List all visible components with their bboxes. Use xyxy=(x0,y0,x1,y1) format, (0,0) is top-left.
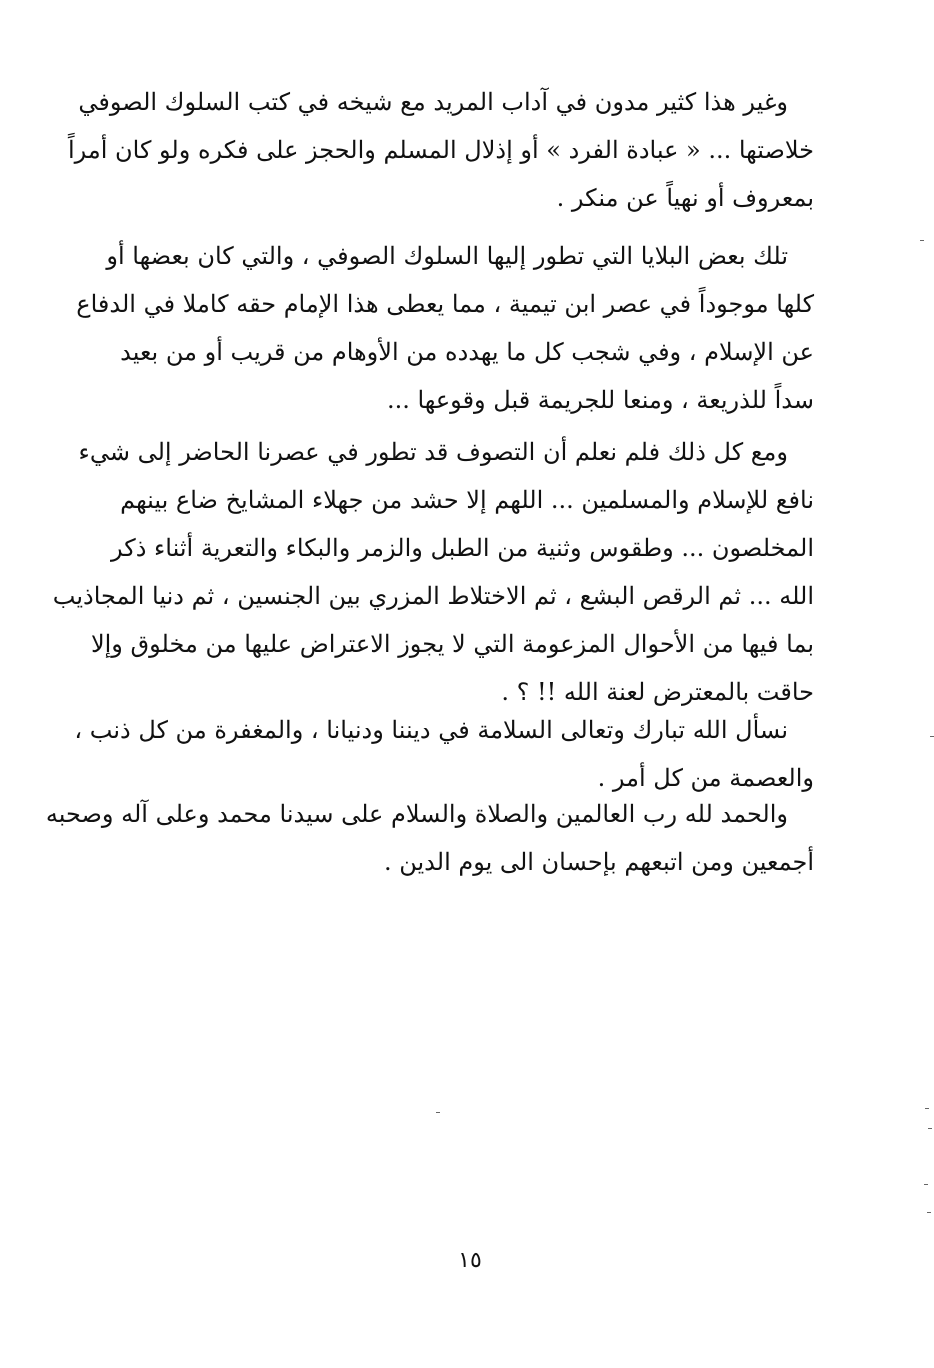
paragraph-1 xyxy=(67,78,814,222)
scan-mark xyxy=(928,1128,932,1129)
paragraph-line: والحمد لله رب العالمين والصلاة والسلام على سيدنا محمد وعلى آله وصحبه xyxy=(45,800,788,828)
paragraph-line: ومع كل ذلك فلم نعلم أن التصوف قد تطور في عصرنا الحاضر إلى شيء xyxy=(78,438,788,466)
paragraph-line: الله ... ثم الرقص البشع ، ثم الاختلاط المزري بين الجنسين ، ثم دنيا المجاذيب xyxy=(52,582,814,610)
page-number: ١٥ xyxy=(458,1248,482,1273)
scan-mark xyxy=(920,240,924,241)
paragraph-2 xyxy=(76,232,814,424)
paragraph-line: المخلصون ... وطقوس وثنية من الطبل والزمر والبكاء والتعرية أثناء ذكر xyxy=(111,534,814,562)
paragraph-line: عن الإسلام ، وفي شجب كل ما يهدده من الأوهام من قريب أو من بعيد xyxy=(120,338,814,366)
paragraph-line: خلاصتها ... « عبادة الفرد » أو إذلال المسلم والحجز على فكره ولو كان أمراً xyxy=(67,136,814,164)
paragraph-line: نافع للإسلام والمسلمين ... اللهم إلا حشد من جهلاء المشايخ ضاع بينهم xyxy=(120,486,814,514)
paragraph-line: تلك بعض البلايا التي تطور إليها السلوك الصوفي ، والتي كان بعضها أو xyxy=(106,242,788,270)
scan-mark xyxy=(927,1212,931,1213)
paragraph-line: والعصمة من كل أمر . xyxy=(597,764,814,792)
scan-mark xyxy=(925,1108,929,1109)
paragraph-3 xyxy=(52,428,814,716)
paragraph-4 xyxy=(74,706,814,802)
paragraph-line: أجمعين ومن اتبعهم بإحسان الى يوم الدين . xyxy=(383,848,814,876)
scan-mark xyxy=(930,736,934,737)
scan-mark xyxy=(436,1112,440,1113)
paragraph-line: نسأل الله تبارك وتعالى السلامة في ديننا ودنيانا ، والمغفرة من كل ذنب ، xyxy=(74,716,788,744)
paragraph-line: سداً للذريعة ، ومنعا للجريمة قبل وقوعها ... xyxy=(386,386,814,414)
paragraph-line: بمعروف أو نهياً عن منكر . xyxy=(556,184,814,212)
paragraph-line: حاقت بالمعترض لعنة الله !! ؟ . xyxy=(501,678,814,706)
paragraph-line: كلها موجوداً في عصر ابن تيمية ، مما يعطى هذا الإمام حقه كاملا في الدفاع xyxy=(76,290,814,318)
paragraph-line: وغير هذا كثير مدون في آداب المريد مع شيخه في كتب السلوك الصوفي xyxy=(78,88,788,116)
paragraph-line: بما فيها من الأحوال المزعومة التي لا يجوز الاعتراض عليها من مخلوق وإلا xyxy=(90,630,814,658)
scan-mark xyxy=(924,1184,928,1185)
paragraph-5 xyxy=(45,790,814,886)
